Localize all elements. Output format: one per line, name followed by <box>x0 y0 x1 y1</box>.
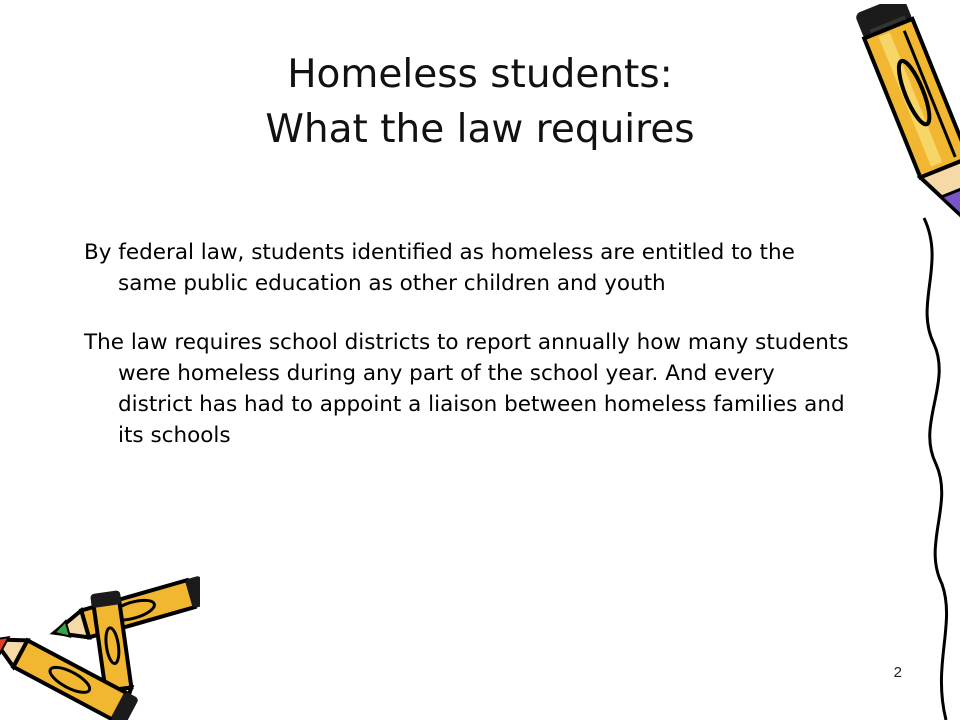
title-line-2: What the law requires <box>265 106 695 152</box>
title-line-1: Homeless students: <box>287 52 673 97</box>
paragraph-reporting: The law requires school districts to report annually how many students were homeless during any part of the school year. And every district has had to appoint a liaison between homeless families and its schools <box>84 330 849 448</box>
slide-body <box>84 238 854 480</box>
paragraph-federal-law: By federal law, students identified as homeless are entitled to the same public education as other children and youth <box>84 240 795 296</box>
pencil-line <box>924 218 947 720</box>
slide-title <box>120 48 840 157</box>
page-number: 2 <box>893 664 902 681</box>
pencils-icon <box>0 572 200 720</box>
pencil-icon <box>796 4 960 720</box>
